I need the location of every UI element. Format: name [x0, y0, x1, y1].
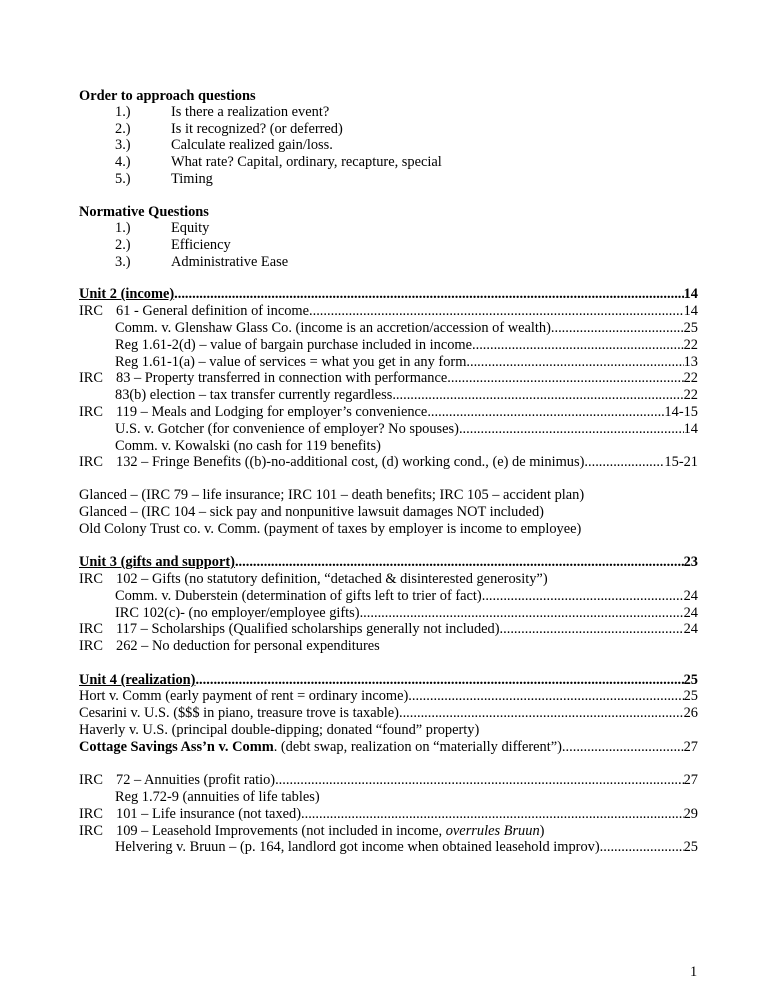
toc-entry[interactable]: Reg 1.61-1(a) – value of services = what you get in any form ..... 13 [115, 354, 698, 370]
toc-entry: IRC 109 – Leasehold Improvements (not included in income, overrules Bruun) [79, 823, 545, 839]
normative-heading: Normative Questions [79, 204, 209, 220]
unit4-heading[interactable]: Unit 4 (realization) ..... 25 [79, 672, 698, 688]
case-note: Old Colony Trust co. v. Comm. (payment of taxes by employer is income to employee) [79, 521, 582, 537]
glanced-note: Glanced – (IRC 79 – life insurance; IRC 101 – death benefits; IRC 105 – accident plan) [79, 487, 585, 503]
toc-entry[interactable]: Comm. v. Duberstein (determination of gifts left to trier of fact) ..... 24 [115, 588, 698, 604]
approach-item-1: 1.) Is there a realization event? [115, 104, 330, 120]
toc-entry: IRC 102 – Gifts (no statutory definition, “detached & disinterested generosity”) [79, 571, 548, 587]
toc-entry[interactable]: Helvering v. Bruun – (p. 164, landlord got income when obtained leasehold improv) ..... 25 [115, 839, 698, 855]
toc-entry[interactable]: 83(b) election – tax transfer currently regardless ..... 22 [115, 387, 698, 403]
toc-entry: Haverly v. U.S. (principal double-dipping; donated “found” property) [79, 722, 480, 738]
toc-entry[interactable]: Hort v. Comm (early payment of rent = ordinary income) ..... 25 [79, 688, 698, 704]
unit2-heading[interactable]: Unit 2 (income) ..... 14 [79, 286, 698, 302]
toc-entry[interactable]: IRC 72 – Annuities (profit ratio) ..... 27 [79, 772, 698, 788]
toc-entry[interactable]: IRC 117 – Scholarships (Qualified scholarships generally not included) ..... 24 [79, 621, 698, 637]
toc-entry[interactable]: U.S. v. Gotcher (for convenience of employer? No spouses) ..... 14 [115, 421, 698, 437]
toc-entry: Comm. v. Kowalski (no cash for 119 benefits) [115, 438, 381, 454]
toc-entry[interactable]: IRC 101 – Life insurance (not taxed) ..... 29 [79, 806, 698, 822]
toc-entry[interactable]: Reg 1.61-2(d) – value of bargain purchase included in income ..... 22 [115, 337, 698, 353]
toc-entry[interactable]: IRC 61 - General definition of income ..... 14 [79, 303, 698, 319]
glanced-note: Glanced – (IRC 104 – sick pay and nonpunitive lawsuit damages NOT included) [79, 504, 544, 520]
toc-entry: IRC 262 – No deduction for personal expenditures [79, 638, 380, 654]
approach-item-3: 3.) Calculate realized gain/loss. [115, 137, 333, 153]
approach-item-5: 5.) Timing [115, 171, 213, 187]
toc-entry[interactable]: IRC 102(c)- (no employer/employee gifts) ..... 24 [115, 605, 698, 621]
approach-item-2: 2.) Is it recognized? (or deferred) [115, 121, 343, 137]
toc-entry[interactable]: Cottage Savings Ass’n v. Comm. (debt swap, realization on “materially different”) ..... 27 [79, 739, 698, 755]
unit3-heading[interactable]: Unit 3 (gifts and support) ..... 23 [79, 554, 698, 570]
toc-entry[interactable]: Cesarini v. U.S. ($$$ in piano, treasure trove is taxable) ..... 26 [79, 705, 698, 721]
normative-item-3: 3.) Administrative Ease [115, 254, 289, 270]
toc-entry: Reg 1.72-9 (annuities of life tables) [115, 789, 320, 805]
normative-item-1: 1.) Equity [115, 220, 210, 236]
approach-heading: Order to approach questions [79, 88, 256, 104]
normative-item-2: 2.) Efficiency [115, 237, 231, 253]
page-number: 1 [690, 964, 698, 980]
approach-item-4: 4.) What rate? Capital, ordinary, recapture, special [115, 154, 442, 170]
toc-entry[interactable]: IRC 132 – Fringe Benefits ((b)-no-additional cost, (d) working cond., (e) de minimus) ..... 15-21 [79, 454, 698, 470]
toc-entry[interactable]: Comm. v. Glenshaw Glass Co. (income is an accretion/accession of wealth) ..... 25 [115, 320, 698, 336]
toc-entry[interactable]: IRC 119 – Meals and Lodging for employer’s convenience ..... 14-15 [79, 404, 698, 420]
toc-entry[interactable]: IRC 83 – Property transferred in connection with performance ..... 22 [79, 370, 698, 386]
